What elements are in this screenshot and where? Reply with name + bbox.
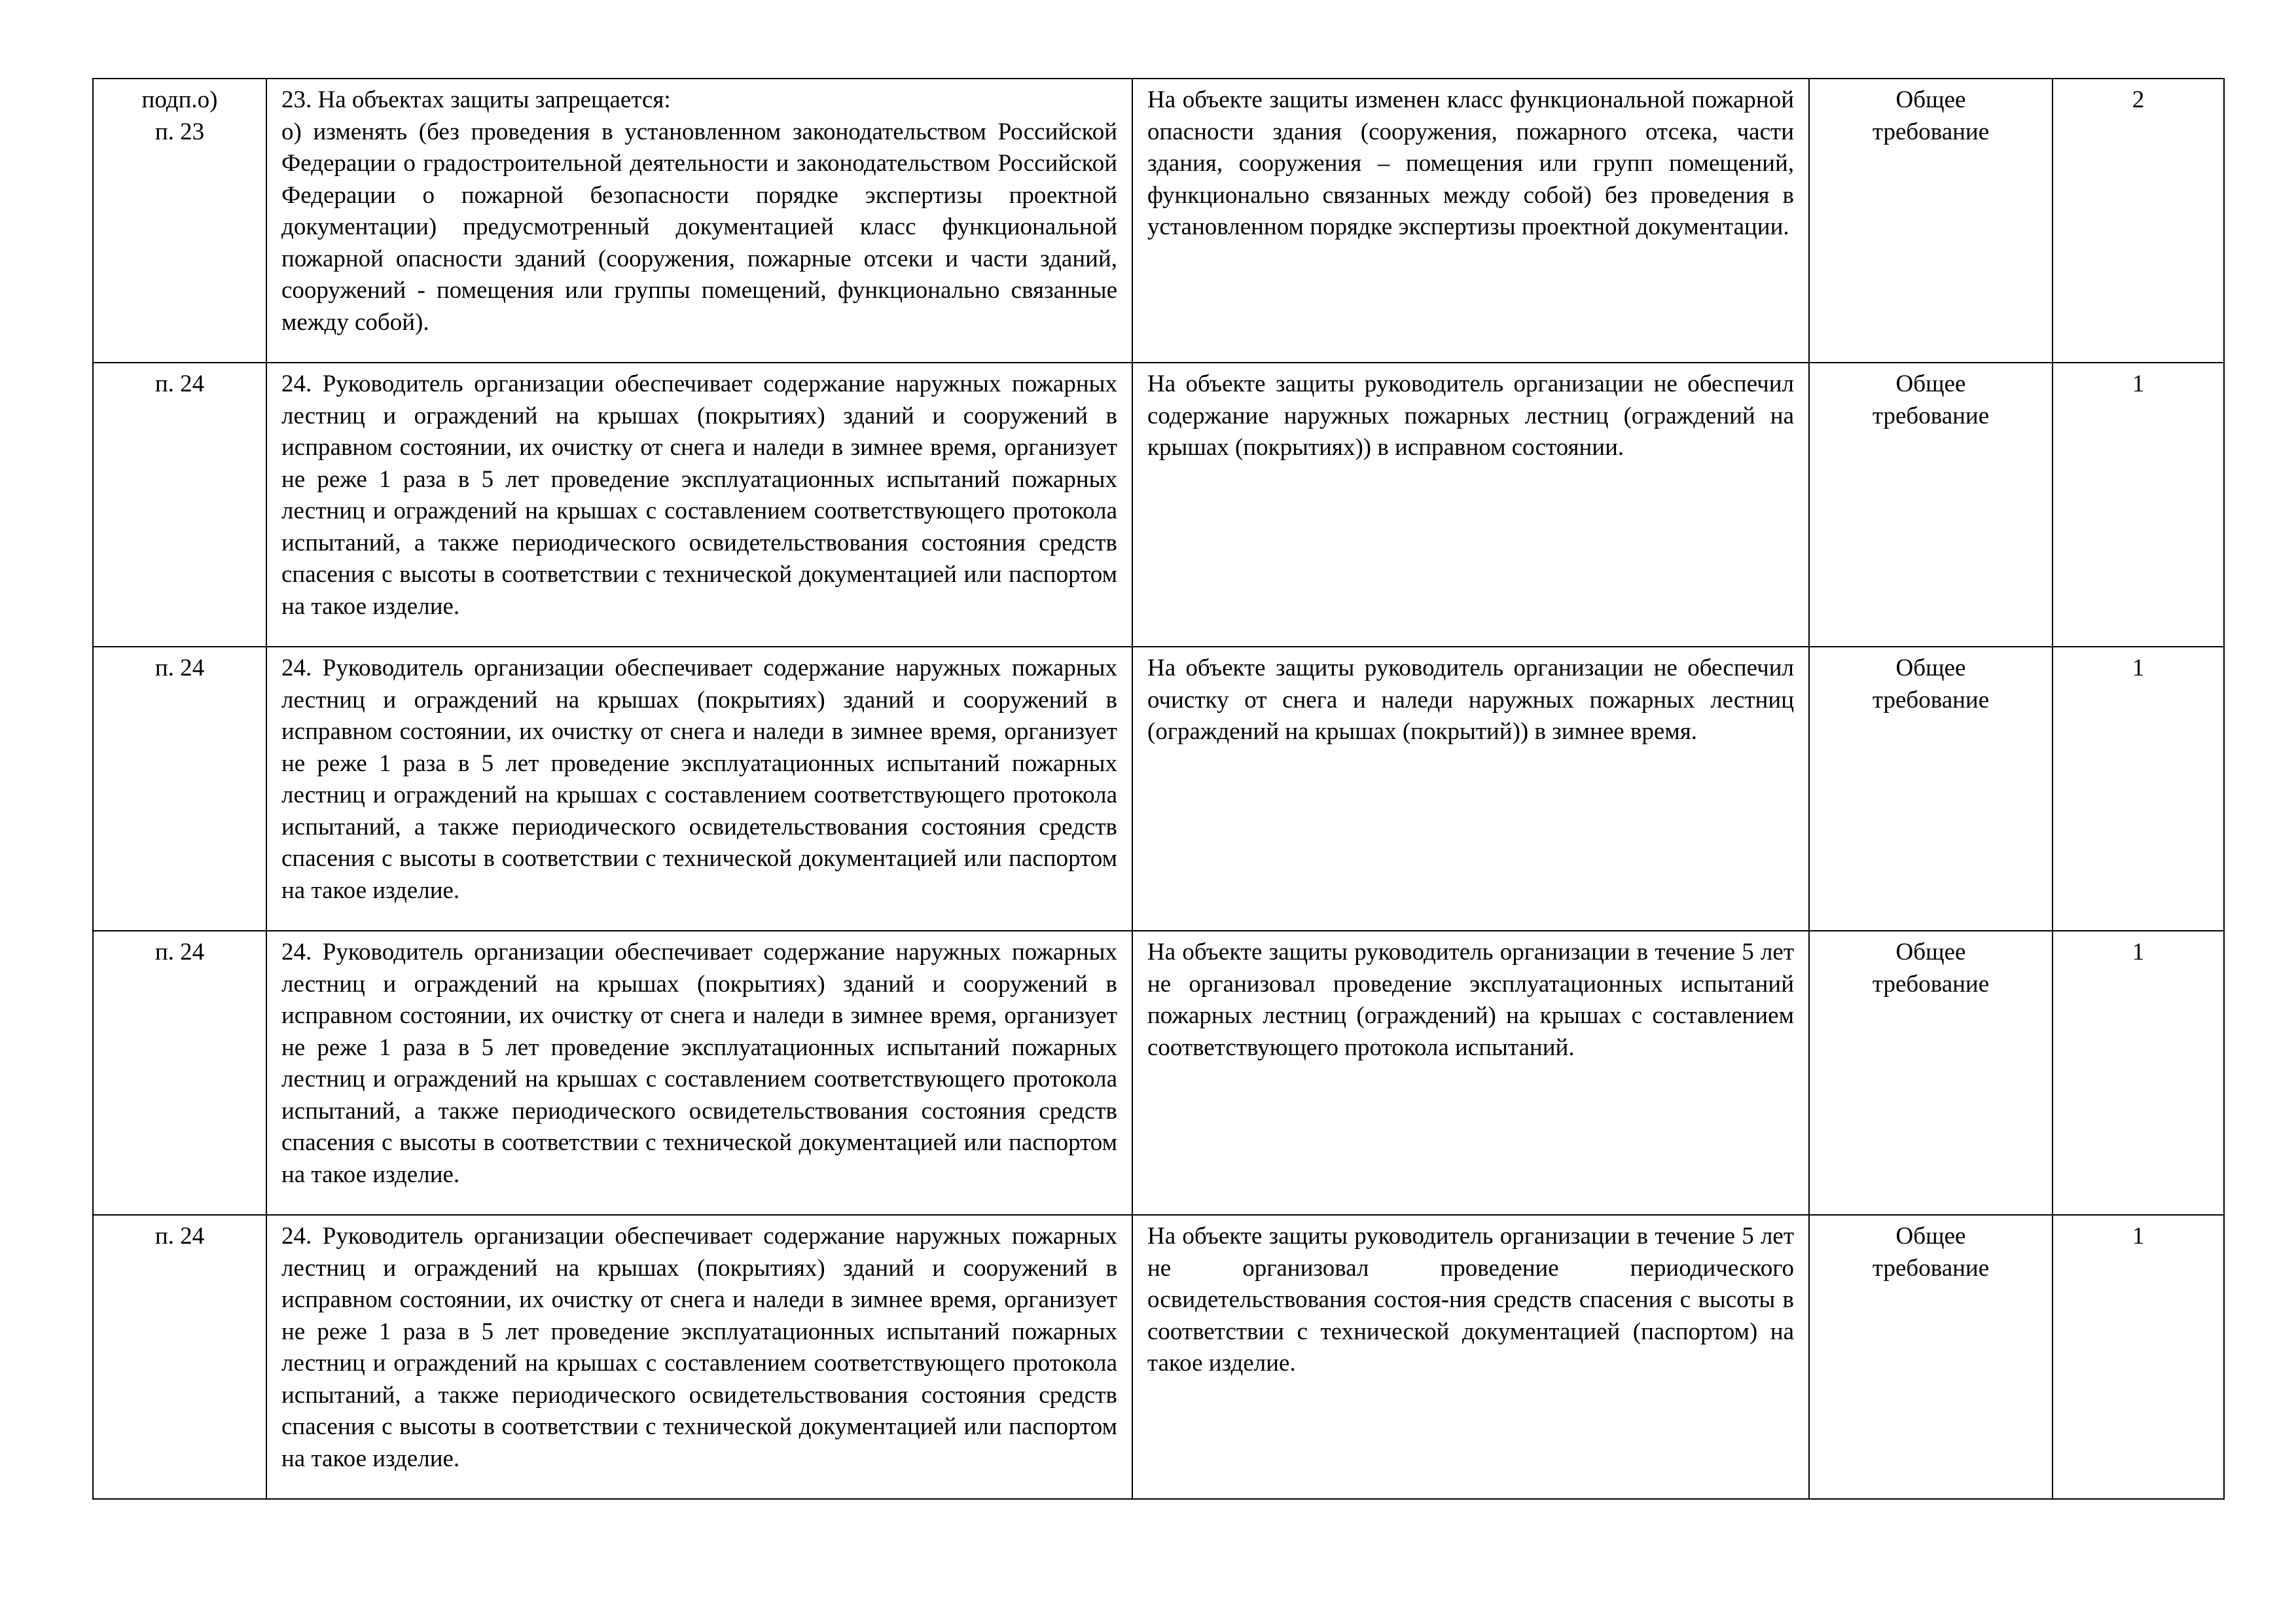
grade-cell: 2 bbox=[2053, 79, 2224, 363]
requirement-type-cell: Общее требование bbox=[1809, 647, 2053, 931]
violation-cell: На объекте защиты руководитель организации не обеспечил очистку от снега и наледи наружных пожарных лестниц (ограждений на крышах (покрытий)) в зимнее время. bbox=[1132, 647, 1809, 931]
requirement-cell: 24. Руководитель организации обеспечивает содержание наружных пожарных лестниц и ограждений на крышах (покрытиях) зданий и сооружений в исправном состоянии, их очистку от снега и наледи в зимнее время, организует не реже 1 раза в 5 лет проведение эксплуатационных испытаний пожарных лестниц и ограждений на крышах с составлением соответствующего протокола испытаний, а также периодического освидетельствования состояния средств спасения с высоты в соответствии с технической документацией или паспортом на такое изделие. bbox=[266, 363, 1132, 647]
table-row bbox=[93, 1215, 2224, 1499]
violation-cell: На объекте защиты руководитель организации не обеспечил содержание наружных пожарных лестниц (ограждений на крышах (покрытиях)) в исправном состоянии. bbox=[1132, 363, 1809, 647]
requirement-type-cell: Общее требование bbox=[1809, 931, 2053, 1215]
table-row bbox=[93, 79, 2224, 363]
clause-text: подп.о) п. 23 bbox=[141, 86, 218, 145]
table-row bbox=[93, 931, 2224, 1215]
requirements-table bbox=[92, 78, 2225, 1500]
table-row bbox=[93, 647, 2224, 931]
requirement-cell: 24. Руководитель организации обеспечивает содержание наружных пожарных лестниц и ограждений на крышах (покрытиях) зданий и сооружений в исправном состоянии, их очистку от снега и наледи в зимнее время, организует не реже 1 раза в 5 лет проведение эксплуатационных испытаний пожарных лестниц и ограждений на крышах с составлением соответствующего протокола испытаний, а также периодического освидетельствования состояния средств спасения с высоты в соответствии с технической документацией или паспортом на такое изделие. bbox=[266, 1215, 1132, 1499]
clause-cell bbox=[93, 79, 266, 363]
grade-cell: 1 bbox=[2053, 931, 2224, 1215]
grade-cell: 1 bbox=[2053, 647, 2224, 931]
table-row bbox=[93, 363, 2224, 647]
grade-cell: 1 bbox=[2053, 363, 2224, 647]
clause-cell: п. 24 bbox=[93, 931, 266, 1215]
clause-cell: п. 24 bbox=[93, 1215, 266, 1499]
clause-cell: п. 24 bbox=[93, 647, 266, 931]
requirement-cell: 23. На объектах защиты запрещается: о) изменять (без проведения в установленном законодательством Российской Федерации о градостроительной деятельности и законодательством Российской Федерации о пожарной безопасности порядке экспертизы проектной документации) предусмотренный документацией класс функциональной пожарной опасности зданий (сооружения, пожарные отсеки и части зданий, сооружений - помещения или группы помещений, функционально связанные между собой). bbox=[266, 79, 1132, 363]
requirement-cell: 24. Руководитель организации обеспечивает содержание наружных пожарных лестниц и ограждений на крышах (покрытиях) зданий и сооружений в исправном состоянии, их очистку от снега и наледи в зимнее время, организует не реже 1 раза в 5 лет проведение эксплуатационных испытаний пожарных лестниц и ограждений на крышах с составлением соответствующего протокола испытаний, а также периодического освидетельствования состояния средств спасения с высоты в соответствии с технической документацией или паспортом на такое изделие. bbox=[266, 931, 1132, 1215]
clause-cell: п. 24 bbox=[93, 363, 266, 647]
requirement-type-cell: Общее требование bbox=[1809, 79, 2053, 363]
requirement-type-cell: Общее требование bbox=[1809, 363, 2053, 647]
violation-cell: На объекте защиты руководитель организации в течение 5 лет не организовал проведение периодического освидетельствования состоя-ния средств спасения с высоты в соответствии с технической документацией (паспортом) на такое изделие. bbox=[1132, 1215, 1809, 1499]
violation-cell: На объекте защиты руководитель организации в течение 5 лет не организовал проведение эксплуатационных испытаний пожарных лестниц (ограждений) на крышах с составлением соответствующего протокола испытаний. bbox=[1132, 931, 1809, 1215]
grade-cell: 1 bbox=[2053, 1215, 2224, 1499]
requirement-cell: 24. Руководитель организации обеспечивает содержание наружных пожарных лестниц и ограждений на крышах (покрытиях) зданий и сооружений в исправном состоянии, их очистку от снега и наледи в зимнее время, организует не реже 1 раза в 5 лет проведение эксплуатационных испытаний пожарных лестниц и ограждений на крышах с составлением соответствующего протокола испытаний, а также периодического освидетельствования состояния средств спасения с высоты в соответствии с технической документацией или паспортом на такое изделие. bbox=[266, 647, 1132, 931]
requirement-type-cell: Общее требование bbox=[1809, 1215, 2053, 1499]
violation-cell: На объекте защиты изменен класс функциональной пожарной опасности здания (сооружения, пожарного отсека, части здания, сооружения – помещения или групп помещений, функционально связанных между собой) без проведения в установленном порядке экспертизы проектной документации. bbox=[1132, 79, 1809, 363]
